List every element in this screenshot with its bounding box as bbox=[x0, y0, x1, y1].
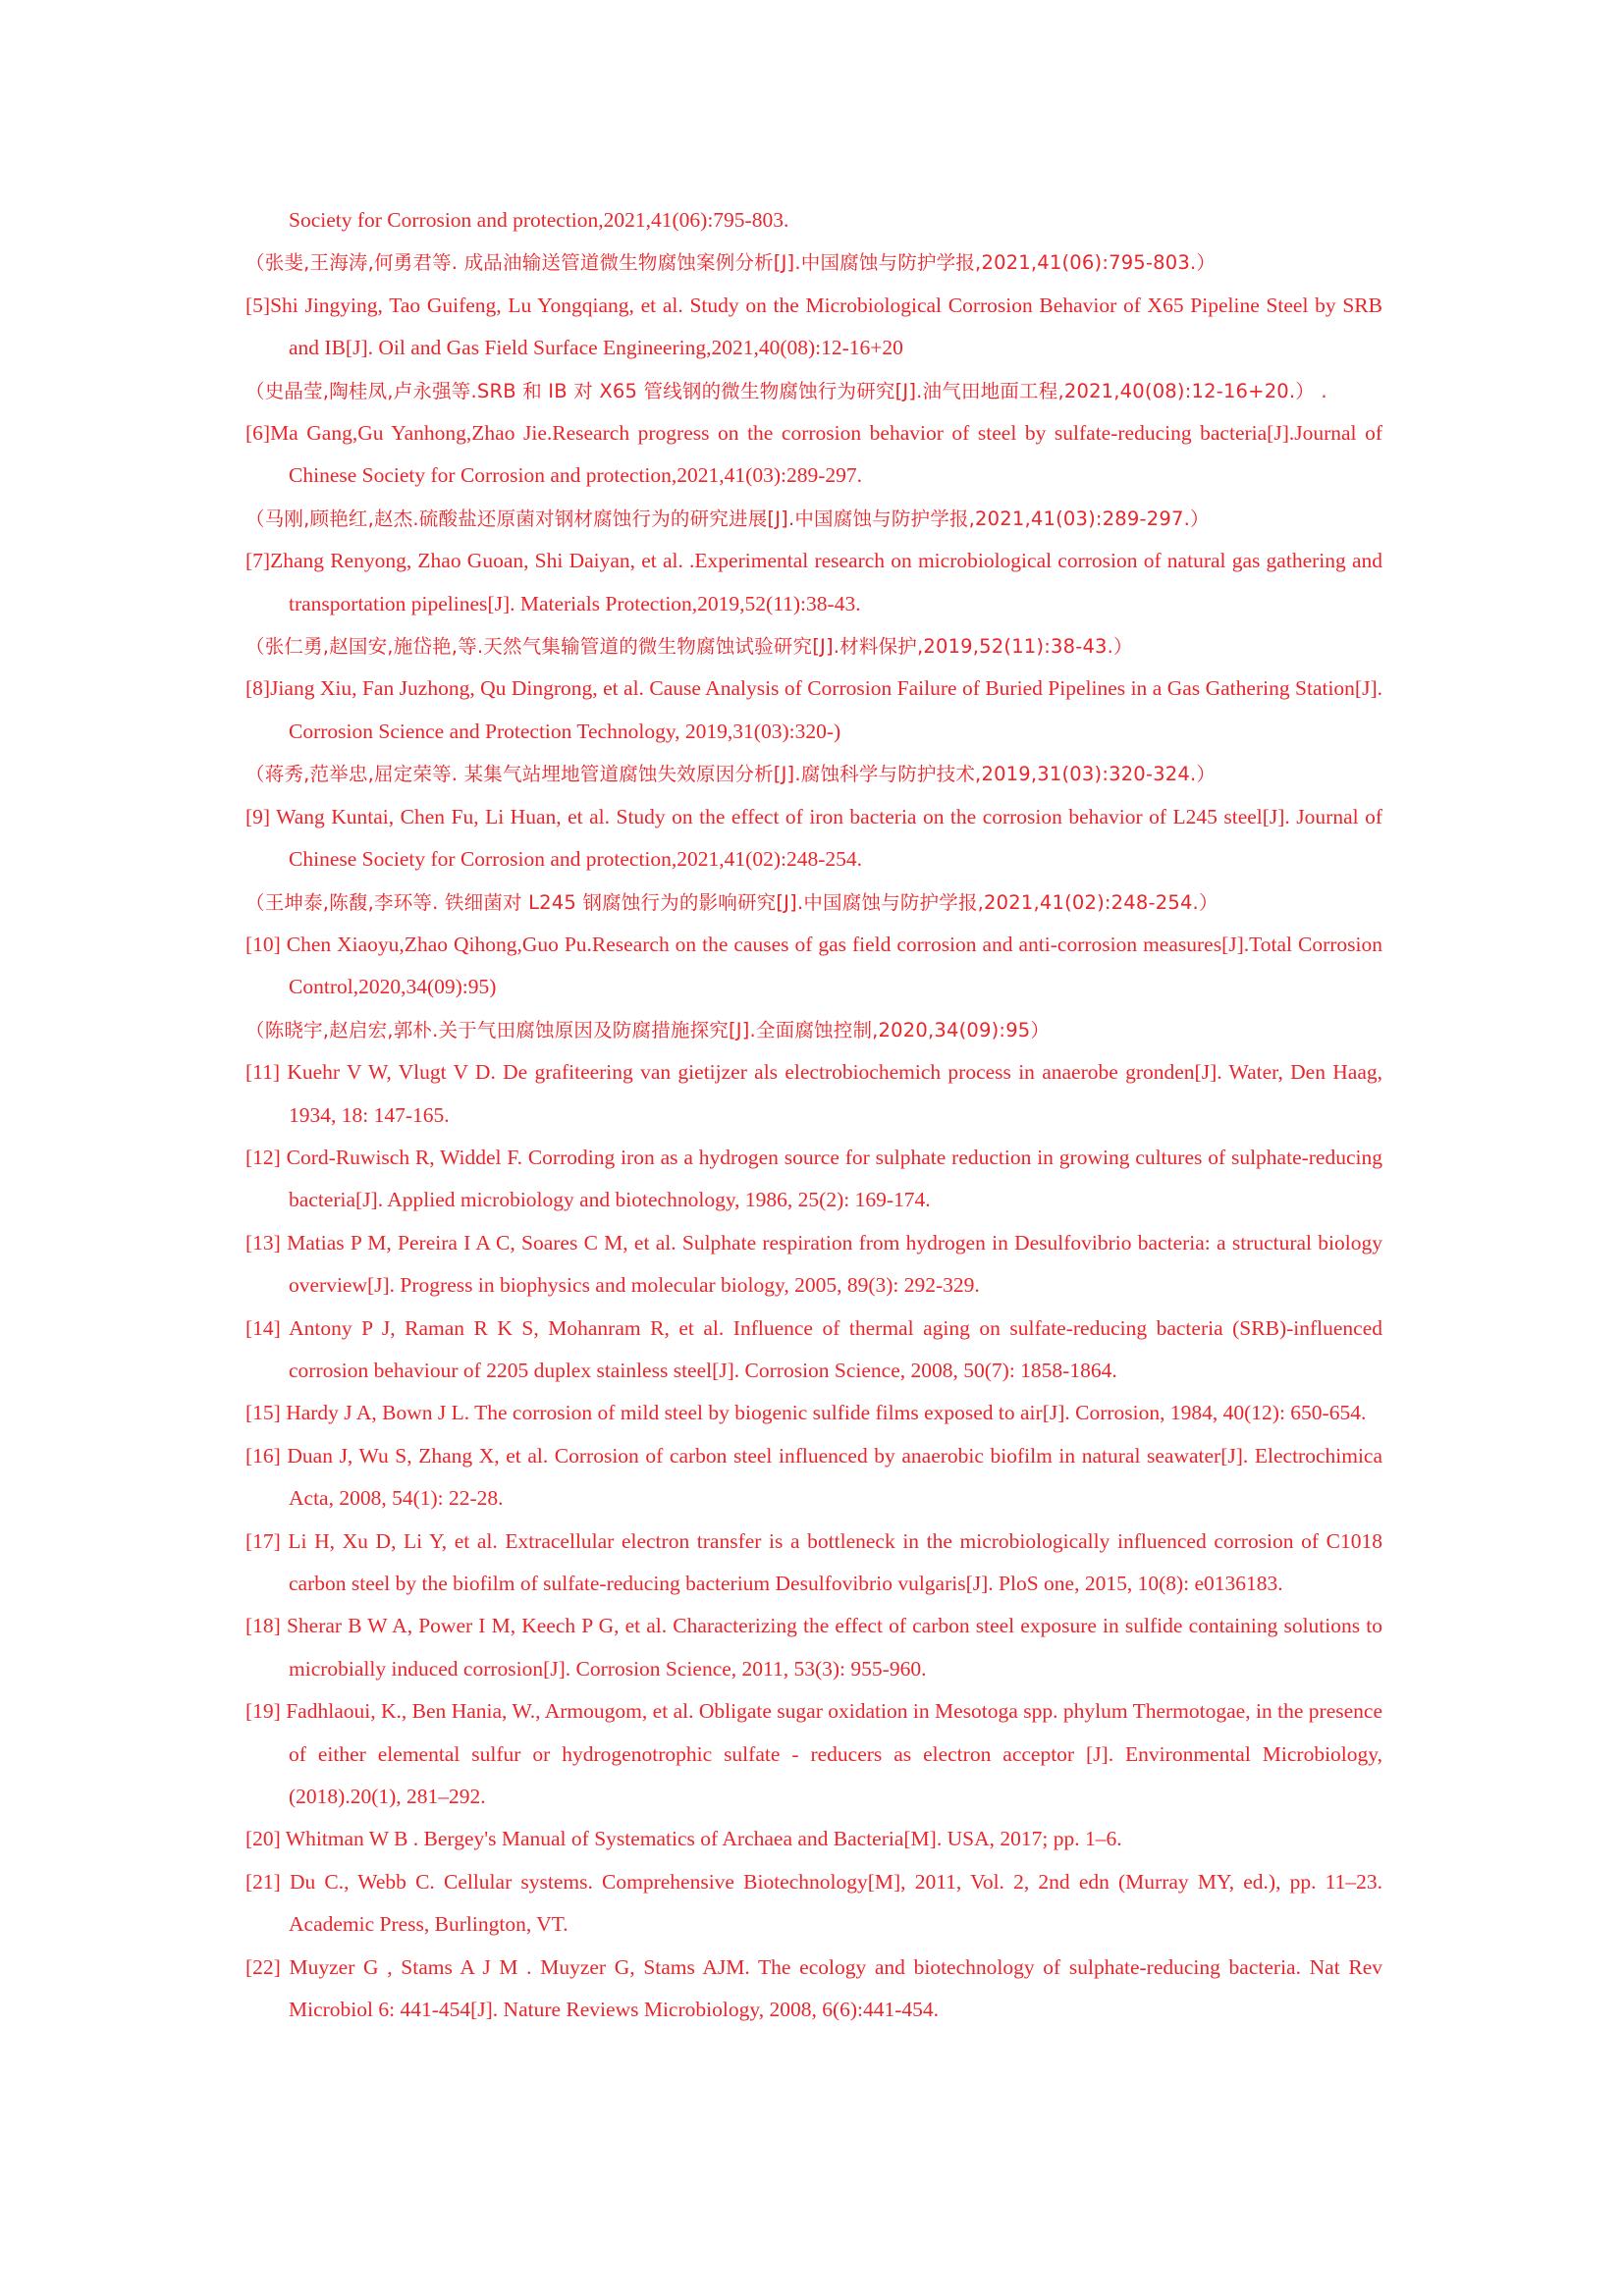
reference-entry: [11] Kuehr V W, Vlugt V D. De grafiteering van gietijzer als electrobiochemich process in anaerobe gronden[J]. Water, Den Haag, 1934, 18: 147-165. bbox=[245, 1060, 1382, 1127]
reference-entry: [13] Matias P M, Pereira I A C, Soares C M, et al. Sulphate respiration from hydrogen in Desulfovibrio bacteria: a structural biology overview[J]. Progress in biophysics and molecular biology, 2005, 89(3): 292-329. bbox=[245, 1230, 1382, 1298]
reference-translation: （马刚,顾艳红,赵杰.硫酸盐还原菌对钢材腐蚀行为的研究进展[J].中国腐蚀与防护学报,2021,41(03):289-297.） bbox=[245, 507, 1210, 530]
reference-entry: [9] Wang Kuntai, Chen Fu, Li Huan, et al. Study on the effect of iron bacteria on the corrosion behavior of L245 steel[J]. Journal of Chinese Society for Corrosion and protection,2021,41(02):248-254. bbox=[245, 804, 1382, 872]
reference-entry: [18] Sherar B W A, Power I M, Keech P G, et al. Characterizing the effect of carbon steel exposure in sulfide containing solutions to microbially induced corrosion[J]. Corrosion Science, 2011, 53(3): 955-960. bbox=[245, 1614, 1382, 1681]
reference-entry: [12] Cord-Ruwisch R, Widdel F. Corroding iron as a hydrogen source for sulphate reduction in growing cultures of sulphate-reducing bacteria[J]. Applied microbiology and biotechnology, 1986, 25(2): 169-174. bbox=[245, 1145, 1382, 1212]
reference-entry: [16] Duan J, Wu S, Zhang X, et al. Corrosion of carbon steel influenced by anaerobic biofilm in natural seawater[J]. Electrochimica Acta, 2008, 54(1): 22-28. bbox=[245, 1443, 1382, 1511]
reference-entry: [10] Chen Xiaoyu,Zhao Qihong,Guo Pu.Research on the causes of gas field corrosion and anti-corrosion measures[J].Total Corrosion Control,2020,34(09):95) bbox=[245, 932, 1382, 999]
reference-entry: [17] Li H, Xu D, Li Y, et al. Extracellular electron transfer is a bottleneck in the microbiologically influenced corrosion of C1018 carbon steel by the biofilm of sulfate-reducing bacterium Desulfovibrio vulgaris[J]. PloS one, 2015, 10(8): e0136183. bbox=[245, 1528, 1382, 1595]
reference-translation: （王坤泰,陈馥,李环等. 铁细菌对 L245 钢腐蚀行为的影响研究[J].中国腐蚀与防护学报,2021,41(02):248-254.） bbox=[245, 890, 1218, 914]
reference-entry: [22] Muyzer G , Stams A J M . Muyzer G, Stams AJM. The ecology and biotechnology of sulphate-reducing bacteria. Nat Rev Microbiol 6: 441-454[J]. Nature Reviews Microbiology, 2008, 6(6):441-454. bbox=[245, 1954, 1382, 2022]
reference-translation: （史晶莹,陶桂凤,卢永强等.SRB 和 IB 对 X65 管线钢的微生物腐蚀行为研究[J].油气田地面工程,2021,40(08):12-16+20.） . bbox=[245, 379, 1327, 402]
reference-translation: （张仁勇,赵国安,施岱艳,等.天然气集输管道的微生物腐蚀试验研究[J].材料保护,2019,52(11):38-43.） bbox=[245, 635, 1133, 659]
reference-list bbox=[245, 199, 1382, 2031]
reference-entry: [14] Antony P J, Raman R K S, Mohanram R, et al. Influence of thermal aging on sulfate-reducing bacteria (SRB)-influenced corrosion behaviour of 2205 duplex stainless steel[J]. Corrosion Science, 2008, 50(7): 1858-1864. bbox=[245, 1315, 1382, 1382]
reference-translation: （陈晓宇,赵启宏,郭朴.关于气田腐蚀原因及防腐措施探究[J].全面腐蚀控制,2020,34(09):95） bbox=[245, 1018, 1051, 1041]
reference-entry: [7]Zhang Renyong, Zhao Guoan, Shi Daiyan, et al. .Experimental research on microbiological corrosion of natural gas gathering and transportation pipelines[J]. Materials Protection,2019,52(11):38-43. bbox=[245, 549, 1382, 615]
reference-translation: （蒋秀,范举忠,屈定荣等. 某集气站埋地管道腐蚀失效原因分析[J].腐蚀科学与防护技术,2019,31(03):320-324.） bbox=[245, 763, 1217, 786]
reference-entry: [21] Du C., Webb C. Cellular systems. Comprehensive Biotechnology[M], 2011, Vol. 2, 2nd edn (Murray MY, ed.), pp. 11–23. Academic Press, Burlington, VT. bbox=[245, 1869, 1382, 1937]
reference-entry: [8]Jiang Xiu, Fan Juzhong, Qu Dingrong, et al. Cause Analysis of Corrosion Failure of Buried Pipelines in a Gas Gathering Station[J]. Corrosion Science and Protection Technology, 2019,31(03):320-) bbox=[245, 676, 1382, 743]
reference-entry: [5]Shi Jingying, Tao Guifeng, Lu Yongqiang, et al. Study on the Microbiological Corrosion Behavior of X65 Pipeline Steel by SRB and IB[J]. Oil and Gas Field Surface Engineering,2021,40(08):12-16+20 bbox=[245, 293, 1382, 360]
reference-entry: [6]Ma Gang,Gu Yanhong,Zhao Jie.Research progress on the corrosion behavior of steel by sulfate-reducing bacteria[J].Journal of Chinese Society for Corrosion and protection,2021,41(03):289-297. bbox=[245, 421, 1382, 488]
reference-entry: [20] Whitman W B . Bergey's Manual of Systematics of Archaea and Bacteria[M]. USA, 2017; pp. 1–6. bbox=[245, 1827, 1122, 1851]
reference-entry: [15] Hardy J A, Bown J L. The corrosion of mild steel by biogenic sulfide films exposed to air[J]. Corrosion, 1984, 40(12): 650-654. bbox=[245, 1401, 1367, 1425]
reference-translation: （张斐,王海涛,何勇君等. 成品油输送管道微生物腐蚀案例分析[J].中国腐蚀与防护学报,2021,41(06):795-803.） bbox=[245, 251, 1217, 275]
reference-continuation: Society for Corrosion and protection,2021,41(06):795-803. bbox=[289, 208, 789, 232]
reference-entry: [19] Fadhlaoui, K., Ben Hania, W., Armougom, et al. Obligate sugar oxidation in Mesotoga spp. phylum Thermotogae, in the presence of either elemental sulfur or hydrogenotrophic sulfate - reducers as electron acceptor [J]. Environmental Microbiology, (2018).20(1), 281–292. bbox=[245, 1699, 1382, 1809]
